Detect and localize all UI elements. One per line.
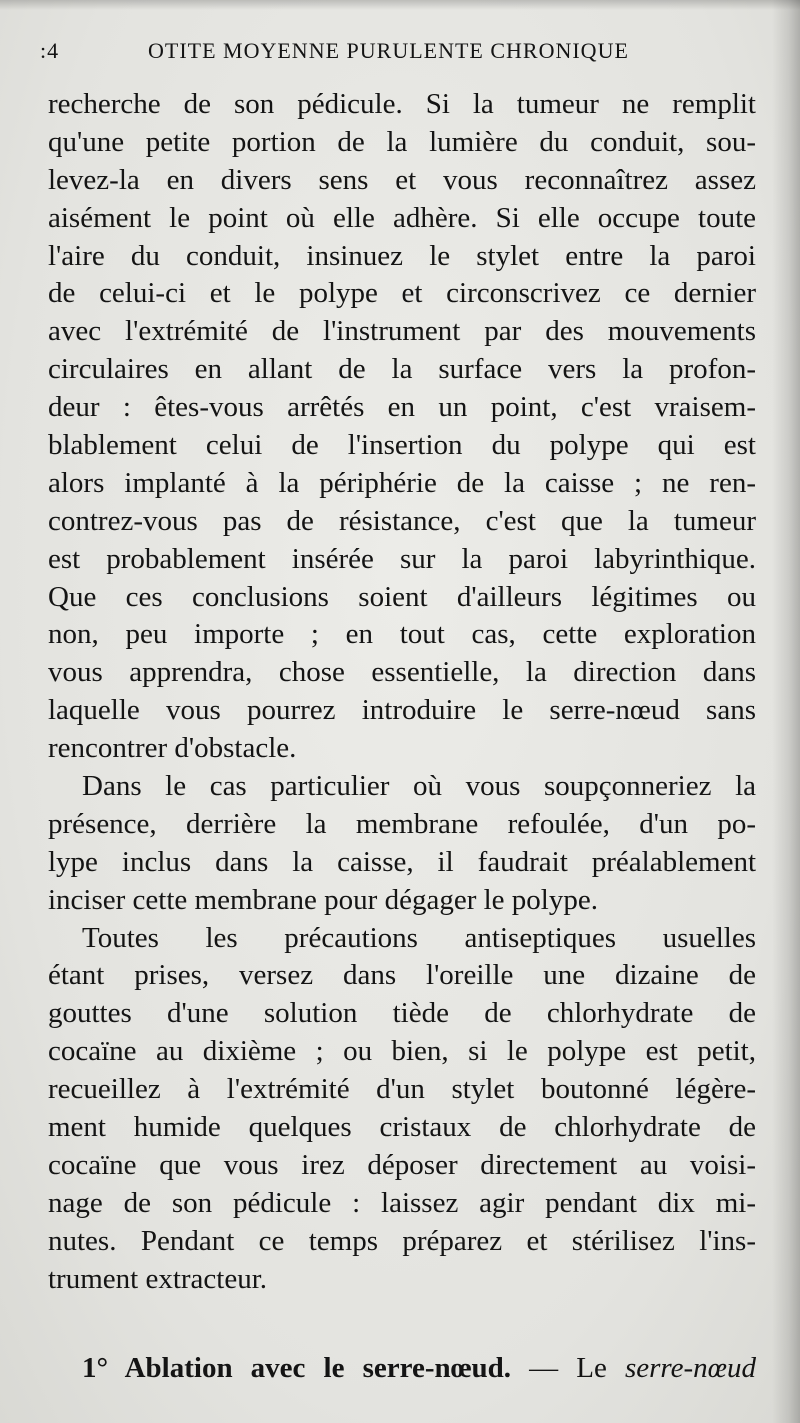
text-line: qu'une petite portion de la lumière du conduit, sou- — [48, 125, 756, 158]
text-line: de celui-ci et le polype et circonscrivez ce dernier — [48, 277, 756, 310]
text-line: ment humide quelques cristaux de chlorhydrate de — [48, 1111, 756, 1144]
text-line: circulaires en allant de la surface vers la profon- — [48, 353, 756, 386]
running-title: OTITE MOYENNE PURULENTE CHRONIQUE — [148, 38, 629, 63]
text-line: nage de son pédicule : laissez agir pendant dix mi- — [48, 1186, 756, 1219]
text-line: contrez-vous pas de résistance, c'est que la tumeur — [48, 504, 756, 537]
text-line: recueillez à l'extrémité d'un stylet boutonné légère- — [48, 1073, 756, 1106]
text-line: est probablement insérée sur la paroi labyrinthique. — [48, 542, 756, 575]
running-head — [40, 38, 760, 74]
text-line: lype inclus dans la caisse, il faudrait préalablement — [48, 845, 756, 878]
text-line: présence, derrière la membrane refoulée, d'un po- — [48, 807, 756, 840]
section-heading — [82, 1350, 756, 1388]
text-line: laquelle vous pourrez introduire le serre-nœud sans — [48, 694, 756, 727]
text-line: avec l'extrémité de l'instrument par des mouvements — [48, 315, 756, 348]
text-line: gouttes d'une solution tiède de chlorhydrate de — [48, 997, 756, 1030]
page-number: :4 — [40, 38, 60, 63]
text-line: Que ces conclusions soient d'ailleurs légitimes ou — [48, 580, 756, 613]
section-heading-dash: — Le — [511, 1352, 625, 1384]
text-line: Toutes les précautions antiseptiques usuelles — [82, 921, 756, 954]
text-line: aisément le point où elle adhère. Si elle occupe toute — [48, 201, 756, 234]
text-line: recherche de son pédicule. Si la tumeur ne remplit — [48, 88, 756, 120]
text-line: non, peu importe ; en tout cas, cette exploration — [48, 618, 756, 651]
text-line: étant prises, versez dans l'oreille une dizaine de — [48, 959, 756, 992]
text-line: cocaïne que vous irez déposer directement au voisi- — [48, 1148, 756, 1181]
text-line: alors implanté à la périphérie de la caisse ; ne ren- — [48, 466, 756, 499]
text-line: vous apprendra, chose essentielle, la direction dans — [48, 656, 756, 689]
text-line: Dans le cas particulier où vous soupçonneriez la — [82, 770, 756, 803]
text-line: inciser cette membrane pour dégager le polype. — [48, 883, 598, 916]
text-line: l'aire du conduit, insinuez le stylet entre la paroi — [48, 239, 756, 272]
text-line: trument extracteur. — [48, 1262, 268, 1295]
section-heading-italic-term: serre-nœud — [624, 1352, 757, 1384]
text-line: cocaïne au dixième ; ou bien, si le polype est petit, — [48, 1035, 756, 1068]
text-line: deur : êtes-vous arrêtés en un point, c'est vraisem- — [48, 391, 756, 424]
page-edge-shadow — [772, 0, 800, 1423]
text-line: levez-la en divers sens et vous reconnaîtrez assez — [48, 163, 756, 196]
body-text — [48, 86, 756, 1299]
text-line: nutes. Pendant ce temps préparez et stérilisez l'ins- — [48, 1224, 756, 1257]
page-top-shadow — [0, 0, 800, 10]
section-heading-title: 1° Ablation avec le serre-nœud. — [82, 1352, 512, 1384]
text-line: blablement celui de l'insertion du polype qui est — [48, 429, 756, 462]
text-line: rencontrer d'obstacle. — [48, 732, 297, 765]
